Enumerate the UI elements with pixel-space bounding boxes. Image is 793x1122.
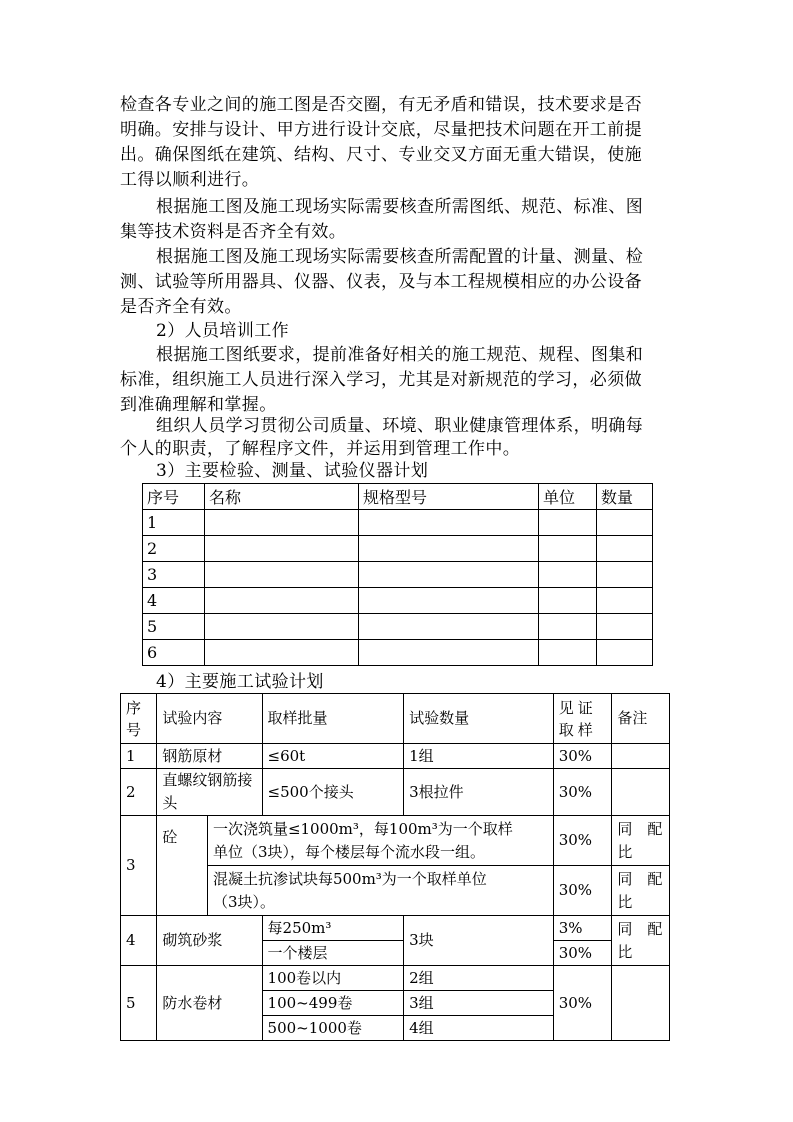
empty-cell [539, 640, 597, 666]
row-count: 4组 [404, 1016, 554, 1041]
p2-line1: 根据施工图及施工现场实际需要核查所需图纸、规范、标准、图 [156, 197, 644, 217]
row-batch: ≤500个接头 [262, 769, 404, 816]
row-batch: 一个楼层 [262, 941, 404, 966]
heading-instruments: 3）主要检验、测量、试验仪器计划 [156, 461, 429, 481]
table-row [143, 562, 653, 588]
row-count: 3组 [404, 991, 554, 1016]
p4-line1: 根据施工图纸要求，提前准备好相关的施工规范、规程、图集和 [156, 345, 644, 365]
empty-cell [597, 536, 653, 562]
row-batch: ≤60t [262, 744, 404, 769]
row-seq: 5 [121, 966, 157, 1041]
table-row [143, 640, 653, 666]
header-cell: 规格型号 [359, 484, 539, 510]
row-witness: 30% [553, 941, 612, 966]
table-row [121, 816, 670, 866]
row-witness: 30% [553, 866, 612, 916]
header-seq: 序号 [121, 694, 157, 744]
row-number: 5 [143, 614, 205, 640]
table-header-row [121, 694, 670, 744]
p5-line1: 组织人员学习贯彻公司质量、环境、职业健康管理体系，明确每 [156, 416, 644, 436]
row-witness: 30% [553, 966, 612, 1041]
empty-cell [539, 562, 597, 588]
row-content: 防水卷材 [157, 966, 262, 1041]
empty-cell [205, 510, 359, 536]
table-row [143, 588, 653, 614]
empty-cell [539, 588, 597, 614]
empty-cell [205, 614, 359, 640]
empty-cell [597, 640, 653, 666]
empty-cell [359, 588, 539, 614]
table-header-row [143, 484, 653, 510]
p3-line3: 是否齐全有效。 [120, 297, 242, 317]
header-remark: 备注 [612, 694, 670, 744]
header-cell: 序号 [143, 484, 205, 510]
empty-cell [359, 510, 539, 536]
header-cell: 单位 [539, 484, 597, 510]
p5-line2: 个人的职责，了解程序文件，并运用到管理工作中。 [120, 439, 521, 459]
table-row [143, 536, 653, 562]
impermeability-sampling-rule: 混凝土抗渗试块每500m³为一个取样单位 （3块）。 [207, 866, 553, 916]
row-witness: 30% [553, 744, 612, 769]
table-row [121, 769, 670, 816]
instrument-plan-table [142, 483, 653, 666]
heading-tests: 4）主要施工试验计划 [156, 672, 324, 692]
row-remark: 同 配 比 [612, 916, 670, 966]
empty-cell [597, 614, 653, 640]
row-remark: 同 配 比 [612, 866, 670, 916]
p1-line4: 工得以顺利进行。 [120, 170, 260, 190]
empty-cell [205, 640, 359, 666]
row-batch: 每250m³ [262, 916, 404, 941]
empty-cell [359, 562, 539, 588]
empty-cell [205, 562, 359, 588]
row-number: 2 [143, 536, 205, 562]
test-plan-table [120, 693, 670, 1041]
row-content: 直螺纹钢筋接头 [157, 769, 262, 816]
empty-cell [539, 510, 597, 536]
p2-line2: 集等技术资料是否齐全有效。 [120, 222, 347, 242]
row-batch: 100~499卷 [262, 991, 404, 1016]
row-content: 钢筋原材 [157, 744, 262, 769]
row-witness: 30% [553, 769, 612, 816]
p3-line1: 根据施工图及施工现场实际需要核查所需配置的计量、测量、检 [156, 247, 644, 267]
row-witness: 30% [553, 816, 612, 866]
table-row [121, 916, 670, 941]
header-content: 试验内容 [157, 694, 262, 744]
row-seq: 1 [121, 744, 157, 769]
row-remark [612, 744, 670, 769]
empty-cell [205, 588, 359, 614]
row-content: 砼 [157, 816, 208, 916]
p3-line2: 测、试验等所用器具、仪器、仪表，及与本工程规模相应的办公设备 [120, 272, 642, 292]
row-content: 砌筑砂浆 [157, 916, 262, 966]
empty-cell [359, 614, 539, 640]
p1-line2: 明确。安排与设计、甲方进行设计交底，尽量把技术问题在开工前提 [120, 120, 642, 140]
header-count: 试验数量 [404, 694, 554, 744]
header-cell: 名称 [205, 484, 359, 510]
table-row [121, 966, 670, 991]
row-count: 2组 [404, 966, 554, 991]
heading-training: 2）人员培训工作 [156, 321, 290, 341]
header-witness: 见证取样 [553, 694, 612, 744]
table-row [121, 744, 670, 769]
row-count: 3块 [404, 916, 554, 966]
empty-cell [597, 510, 653, 536]
empty-cell [205, 536, 359, 562]
table-row [143, 614, 653, 640]
empty-cell [539, 536, 597, 562]
row-seq: 3 [121, 816, 157, 916]
empty-cell [597, 588, 653, 614]
row-count: 1组 [404, 744, 554, 769]
p1-line1: 检查各专业之间的施工图是否交圈，有无矛盾和错误，技术要求是否 [120, 95, 642, 115]
header-batch: 取样批量 [262, 694, 404, 744]
row-number: 3 [143, 562, 205, 588]
p4-line3: 到准确理解和掌握。 [120, 395, 277, 415]
row-seq: 2 [121, 769, 157, 816]
row-count: 3根拉件 [404, 769, 554, 816]
row-batch: 500~1000卷 [262, 1016, 404, 1041]
row-remark [612, 769, 670, 816]
row-remark [612, 966, 670, 1041]
row-witness: 3% [553, 916, 612, 941]
table-row [143, 510, 653, 536]
row-remark: 同 配 比 [612, 816, 670, 866]
row-number: 1 [143, 510, 205, 536]
p1-line3: 出。确保图纸在建筑、结构、尺寸、专业交叉方面无重大错误，使施 [120, 145, 642, 165]
row-batch: 100卷以内 [262, 966, 404, 991]
empty-cell [539, 614, 597, 640]
row-number: 6 [143, 640, 205, 666]
concrete-sampling-rule: 一次浇筑量≤1000m³，每100m³为一个取样 单位（3块），每个楼层每个流水段一组。 [207, 816, 553, 866]
empty-cell [597, 562, 653, 588]
row-number: 4 [143, 588, 205, 614]
header-cell: 数量 [597, 484, 653, 510]
p4-line2: 标准，组织施工人员进行深入学习，尤其是对新规范的学习，必须做 [120, 370, 642, 390]
row-seq: 4 [121, 916, 157, 966]
empty-cell [359, 536, 539, 562]
empty-cell [359, 640, 539, 666]
